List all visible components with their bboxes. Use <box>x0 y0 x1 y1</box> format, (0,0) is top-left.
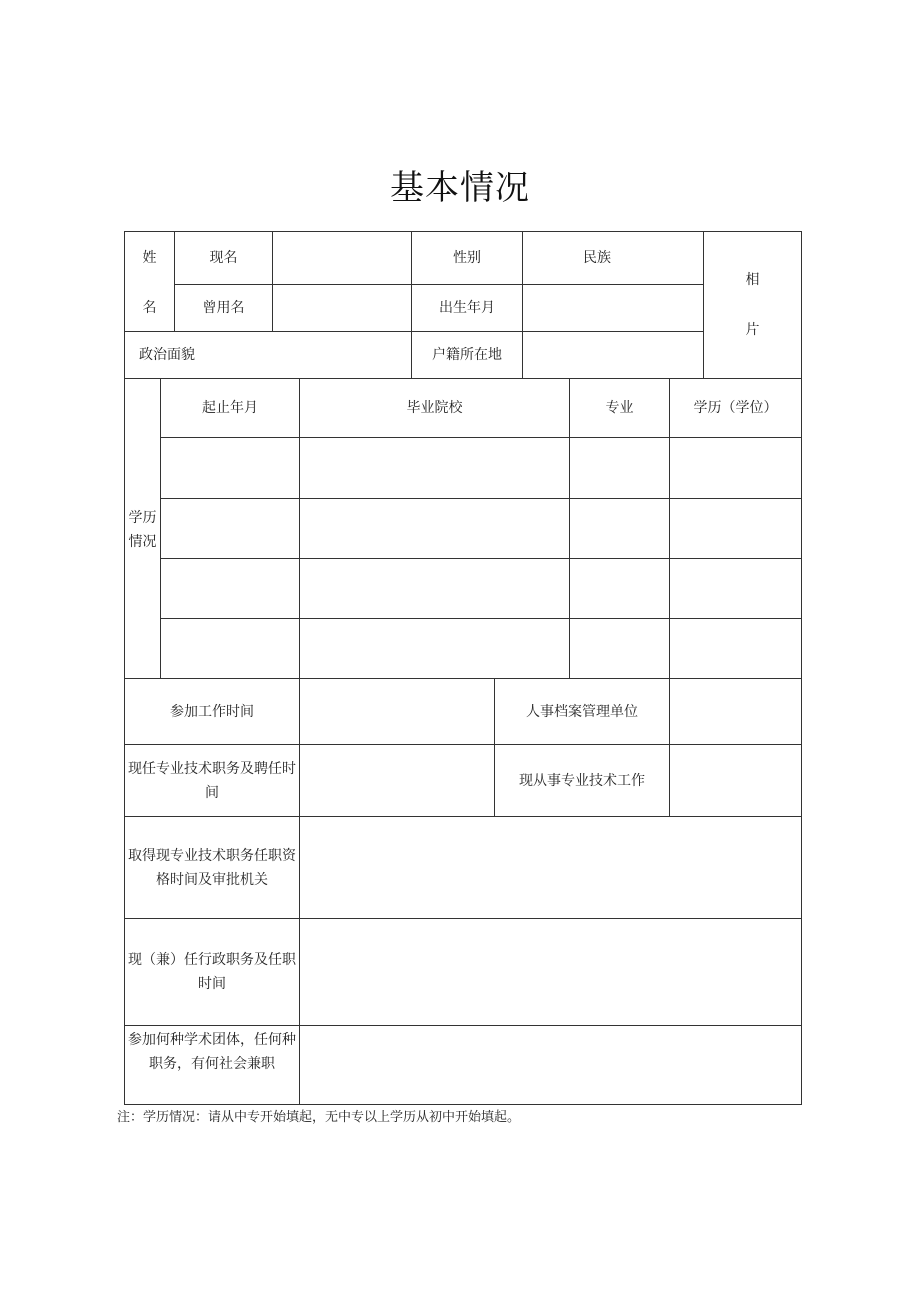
label-edu-1: 学历 <box>128 510 157 526</box>
admin-post-field[interactable] <box>300 919 801 1025</box>
label-household: 户籍所在地 <box>432 347 502 363</box>
grid-line <box>160 558 802 559</box>
label-current-title-line1: 现任专业技术职务及聘任时 <box>128 760 296 777</box>
label-admin-post-line1: 现（兼）任行政职务及任职 <box>128 952 296 968</box>
grid-line <box>703 231 704 378</box>
birth-field[interactable] <box>523 285 703 331</box>
label-xing: 姓 <box>142 250 157 266</box>
grid-line <box>160 437 802 438</box>
label-gender: 性别 <box>453 250 481 266</box>
label-birth: 出生年月 <box>439 300 495 316</box>
page-title: 基本情况 <box>390 168 530 208</box>
label-ethnicity: 民族 <box>583 250 611 266</box>
current-work-field[interactable] <box>670 745 801 816</box>
label-current-title-line2: 间 <box>205 784 219 801</box>
label-qualification <box>125 817 299 918</box>
label-current-name: 现名 <box>209 250 238 266</box>
label-qualification-line1: 取得现专业技术职务任职资 <box>128 847 296 864</box>
footnote: 注：学历情况：请从中专开始填起，无中专以上学历从初中开始填起。 <box>117 1110 521 1125</box>
label-archive-unit: 人事档案管理单位 <box>526 703 638 720</box>
label-photo-2: 片 <box>745 322 760 338</box>
qualification-field[interactable] <box>300 817 801 918</box>
grid-line <box>160 618 802 619</box>
label-ming: 名 <box>142 300 157 316</box>
label-current-work: 现从事专业技术工作 <box>519 772 645 789</box>
current-title-field[interactable] <box>300 745 494 816</box>
label-photo-1: 相 <box>745 272 760 288</box>
header-degree: 学历（学位） <box>693 400 778 416</box>
household-field[interactable] <box>523 332 703 378</box>
label-former-name: 曾用名 <box>202 300 245 316</box>
archive-unit-field[interactable] <box>670 679 801 744</box>
label-academic-line2: 职务，有何社会兼职 <box>149 1056 275 1072</box>
academic-field[interactable] <box>300 1026 801 1104</box>
label-academic <box>125 1026 299 1078</box>
label-work-start: 参加工作时间 <box>170 703 254 720</box>
work-start-field[interactable] <box>300 679 494 744</box>
table-border-bottom <box>124 1104 802 1105</box>
header-school: 毕业院校 <box>406 400 463 416</box>
former-name-field[interactable] <box>273 285 411 331</box>
label-admin-post-line2: 时间 <box>198 976 226 992</box>
label-qualification-line2: 格时间及审批机关 <box>156 871 268 888</box>
table-border-right <box>801 231 802 1105</box>
label-political: 政治面貌 <box>139 347 195 363</box>
header-major: 专业 <box>605 400 634 416</box>
header-period: 起止年月 <box>202 400 258 416</box>
label-admin-post <box>125 919 299 1025</box>
current-name-field[interactable] <box>273 232 411 284</box>
label-current-title <box>125 745 299 816</box>
grid-line <box>160 498 802 499</box>
label-academic-line1: 参加何种学术团体，任何种 <box>128 1032 296 1048</box>
label-edu-2: 情况 <box>128 534 157 550</box>
